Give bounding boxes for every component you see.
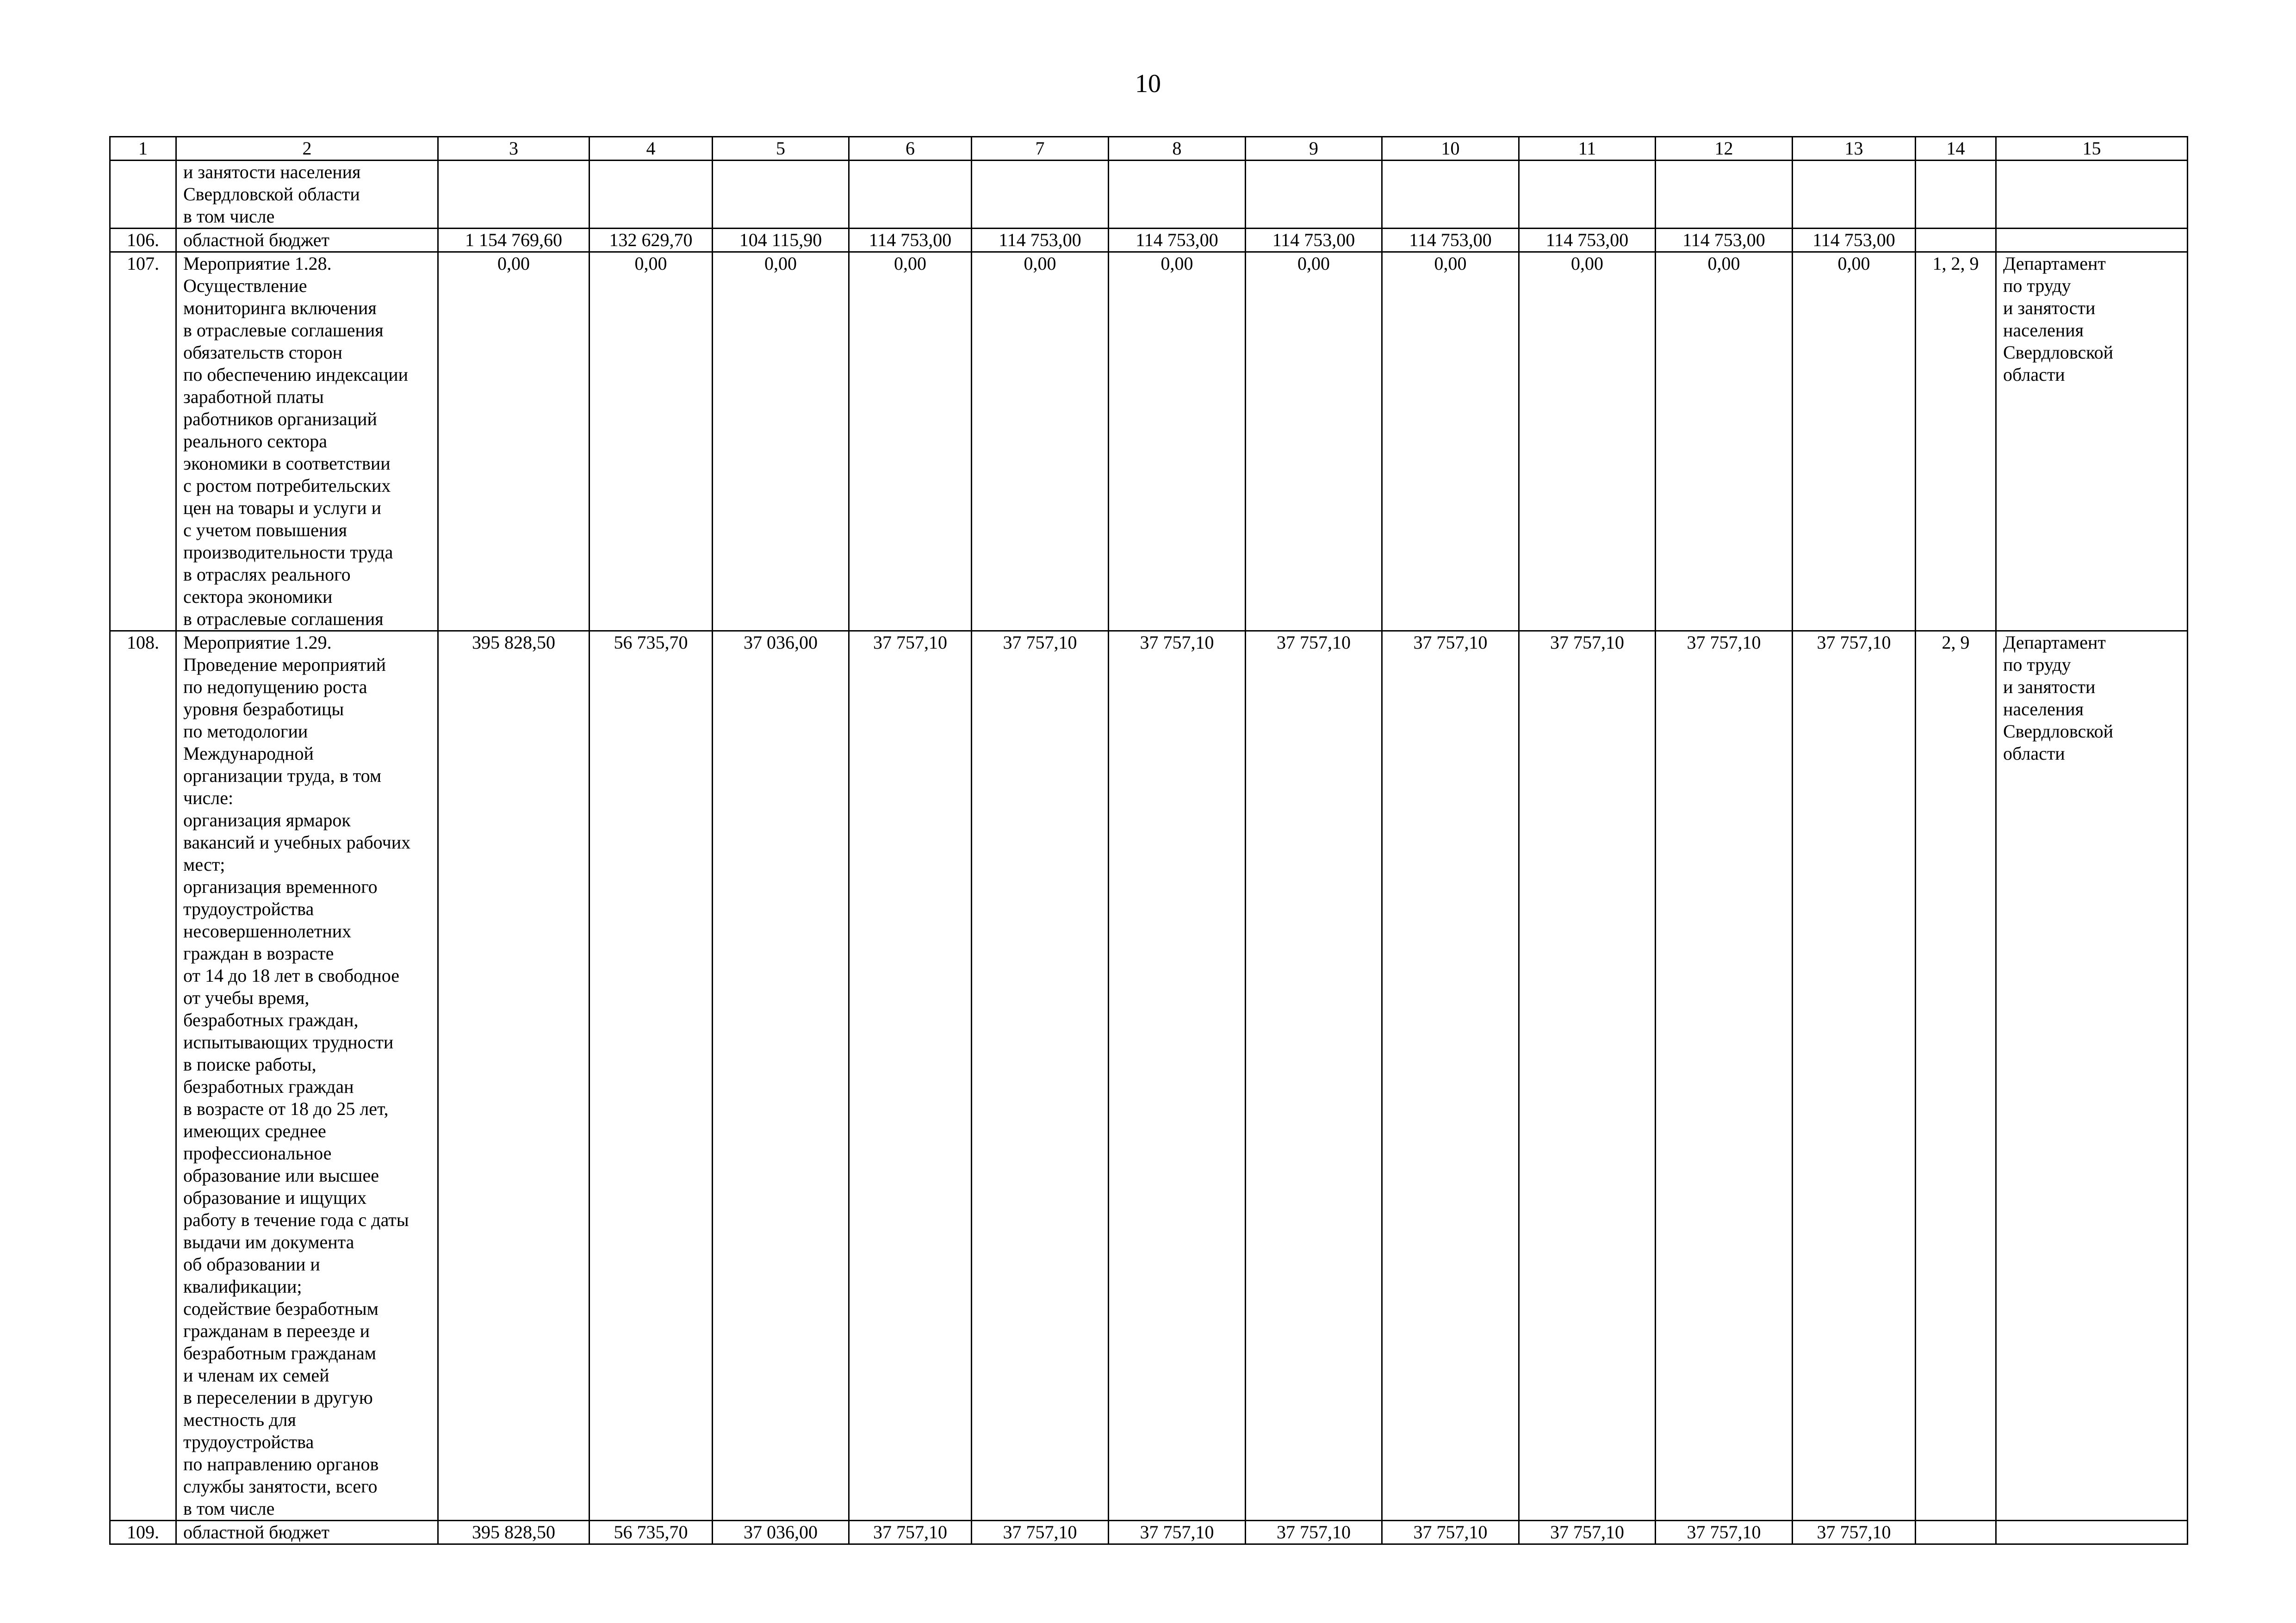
column-number-15: 15 [1996, 137, 2188, 161]
funding-value-col-12 [1656, 161, 1793, 229]
table-row [110, 161, 2188, 229]
executor [1996, 631, 2188, 1521]
activity-name-line: службы занятости, всего [183, 1476, 378, 1497]
activity-name-line: об образовании и [183, 1254, 320, 1275]
activity-name [176, 161, 438, 229]
activity-name-line: в возрасте от 18 до 25 лет, [183, 1098, 389, 1119]
executor-line: Департамент [2003, 632, 2106, 653]
activity-name-line: областной бюджет [183, 1522, 330, 1542]
activity-name-line: с ростом потребительских [183, 475, 391, 496]
activity-name-line: в том числе [183, 206, 275, 227]
funding-value-col-9: 114 753,00 [1246, 229, 1382, 252]
executor-line: Свердловской [2003, 342, 2114, 363]
executor-line: Департамент [2003, 253, 2106, 274]
executor-line: Свердловской [2003, 721, 2114, 742]
activity-name-line: в отраслевые соглашения [183, 608, 384, 629]
activity-name-line: цен на товары и услуги и [183, 497, 382, 518]
funding-value-col-4: 132 629,70 [590, 229, 713, 252]
activity-name-line: реального сектора [183, 431, 327, 452]
activity-name-line: работников организаций [183, 409, 377, 429]
activity-name-line: в отраслевые соглашения [183, 320, 384, 341]
funding-value-col-8: 37 757,10 [1109, 1521, 1246, 1544]
table-row [110, 631, 2188, 1521]
activity-name-line: безработных граждан [183, 1076, 354, 1097]
executor-line: области [2003, 364, 2065, 385]
activity-name-line: мест; [183, 854, 225, 875]
funding-value-col-7: 0,00 [972, 252, 1109, 631]
activity-name-line: в том числе [183, 1498, 275, 1519]
activity-name-line: Проведение мероприятий [183, 654, 386, 675]
activity-name-line: вакансий и учебных рабочих [183, 832, 411, 853]
column-number-12: 12 [1656, 137, 1793, 161]
funding-value-col-3: 0,00 [438, 252, 590, 631]
funding-value-col-9: 0,00 [1246, 252, 1382, 631]
funding-value-col-7 [972, 161, 1109, 229]
activity-name-line: по методологии [183, 721, 308, 742]
activity-name-line: Свердловской области [183, 184, 360, 204]
funding-value-col-12: 114 753,00 [1656, 229, 1793, 252]
funding-value-col-6 [849, 161, 972, 229]
executor-line: и занятости [2003, 676, 2096, 697]
activity-name-line: заработной платы [183, 386, 324, 407]
funding-value-col-10: 37 757,10 [1382, 1521, 1519, 1544]
row-number: 107. [110, 252, 176, 631]
target-indicators [1916, 161, 1996, 229]
activity-name-line: содействие безработным [183, 1298, 379, 1319]
funding-value-col-10: 114 753,00 [1382, 229, 1519, 252]
activity-name-line: испытывающих трудности [183, 1032, 394, 1053]
activity-name-line: по недопущению роста [183, 676, 367, 697]
activity-name-line: образование или высшее [183, 1165, 379, 1186]
activity-name-line: Осуществление [183, 275, 307, 296]
row-number: 108. [110, 631, 176, 1521]
target-indicators: 2, 9 [1916, 631, 1996, 1521]
activity-name-line: с учетом повышения [183, 520, 348, 540]
funding-value-col-8 [1109, 161, 1246, 229]
funding-value-col-5: 37 036,00 [713, 1521, 849, 1544]
activity-name-line: безработным гражданам [183, 1343, 376, 1363]
activity-name-line: и занятости населения [183, 161, 361, 182]
funding-value-col-12: 37 757,10 [1656, 1521, 1793, 1544]
funding-value-col-11: 37 757,10 [1519, 631, 1656, 1521]
executor [1996, 1521, 2188, 1544]
activity-name [176, 229, 438, 252]
funding-value-col-8: 114 753,00 [1109, 229, 1246, 252]
funding-value-col-11: 0,00 [1519, 252, 1656, 631]
table-row [110, 1521, 2188, 1544]
activity-name-line: трудоустройства [183, 1431, 314, 1452]
funding-value-col-5: 37 036,00 [713, 631, 849, 1521]
activity-name-line: Мероприятие 1.29. [183, 632, 332, 653]
table-row [110, 229, 2188, 252]
activity-name-line: безработных граждан, [183, 1010, 359, 1030]
activity-name-line: мониторинга включения [183, 297, 377, 318]
table-row [110, 252, 2188, 631]
target-indicators: 1, 2, 9 [1916, 252, 1996, 631]
funding-value-col-4: 56 735,70 [590, 1521, 713, 1544]
activity-name-line: гражданам в переезде и [183, 1320, 370, 1341]
column-number-10: 10 [1382, 137, 1519, 161]
column-number-11: 11 [1519, 137, 1656, 161]
activity-name-line: по обеспечению индексации [183, 364, 409, 385]
activity-name-line: сектора экономики [183, 586, 333, 607]
activity-name-line: от 14 до 18 лет в свободное [183, 965, 399, 986]
activity-name-line: несовершеннолетних [183, 921, 352, 942]
funding-value-col-5 [713, 161, 849, 229]
executor-line: области [2003, 743, 2065, 764]
funding-value-col-13: 37 757,10 [1793, 1521, 1916, 1544]
target-indicators [1916, 1521, 1996, 1544]
funding-value-col-10 [1382, 161, 1519, 229]
funding-value-col-10: 0,00 [1382, 252, 1519, 631]
target-indicators [1916, 229, 1996, 252]
funding-value-col-11 [1519, 161, 1656, 229]
activity-name-line: организация временного [183, 876, 378, 897]
funding-value-col-9: 37 757,10 [1246, 1521, 1382, 1544]
executor-line: и занятости [2003, 297, 2096, 318]
activity-name-line: образование и ищущих [183, 1187, 367, 1208]
program-table [109, 136, 2188, 1545]
row-number: 106. [110, 229, 176, 252]
activity-name [176, 252, 438, 631]
column-number-9: 9 [1246, 137, 1382, 161]
activity-name-line: областной бюджет [183, 229, 330, 250]
funding-value-col-6: 114 753,00 [849, 229, 972, 252]
column-number-5: 5 [713, 137, 849, 161]
activity-name-line: производительности труда [183, 542, 393, 563]
funding-value-col-3: 1 154 769,60 [438, 229, 590, 252]
executor [1996, 229, 2188, 252]
activity-name-line: граждан в возрасте [183, 943, 334, 964]
executor [1996, 252, 2188, 631]
activity-name-line: Мероприятие 1.28. [183, 253, 332, 274]
activity-name-line: по направлению органов [183, 1454, 379, 1474]
row-number [110, 161, 176, 229]
funding-value-col-4: 56 735,70 [590, 631, 713, 1521]
funding-value-col-5: 0,00 [713, 252, 849, 631]
table-body [110, 137, 2188, 1544]
executor-line: населения [2003, 320, 2084, 341]
funding-value-col-6: 37 757,10 [849, 1521, 972, 1544]
funding-value-col-8: 0,00 [1109, 252, 1246, 631]
activity-name-line: квалификации; [183, 1276, 302, 1297]
funding-value-col-4 [590, 161, 713, 229]
column-number-7: 7 [972, 137, 1109, 161]
activity-name-line: организация ярмарок [183, 810, 351, 830]
funding-value-col-7: 37 757,10 [972, 631, 1109, 1521]
funding-value-col-13 [1793, 161, 1916, 229]
activity-name-line: в переселении в другую [183, 1387, 373, 1408]
funding-value-col-3: 395 828,50 [438, 1521, 590, 1544]
funding-value-col-3 [438, 161, 590, 229]
activity-name-line: организации труда, в том [183, 765, 382, 786]
column-number-row [110, 137, 2188, 161]
funding-value-col-13: 0,00 [1793, 252, 1916, 631]
page-number: 10 [1135, 69, 1161, 98]
activity-name [176, 1521, 438, 1544]
funding-value-col-3: 395 828,50 [438, 631, 590, 1521]
column-number-1: 1 [110, 137, 176, 161]
activity-name-line: в поиске работы, [183, 1054, 316, 1075]
activity-name-line: и членам их семей [183, 1365, 329, 1386]
activity-name-line: экономики в соответствии [183, 453, 391, 474]
funding-value-col-12: 0,00 [1656, 252, 1793, 631]
column-number-3: 3 [438, 137, 590, 161]
funding-value-col-13: 37 757,10 [1793, 631, 1916, 1521]
funding-value-col-12: 37 757,10 [1656, 631, 1793, 1521]
funding-value-col-10: 37 757,10 [1382, 631, 1519, 1521]
funding-value-col-5: 104 115,90 [713, 229, 849, 252]
activity-name-line: уровня безработицы [183, 699, 344, 719]
funding-value-col-13: 114 753,00 [1793, 229, 1916, 252]
column-number-13: 13 [1793, 137, 1916, 161]
executor-line: по труду [2003, 654, 2071, 675]
funding-value-col-6: 37 757,10 [849, 631, 972, 1521]
funding-value-col-8: 37 757,10 [1109, 631, 1246, 1521]
activity-name-line: местность для [183, 1409, 296, 1430]
column-number-4: 4 [590, 137, 713, 161]
activity-name-line: обязательств сторон [183, 342, 342, 363]
funding-value-col-9 [1246, 161, 1382, 229]
executor [1996, 161, 2188, 229]
funding-value-col-11: 37 757,10 [1519, 1521, 1656, 1544]
activity-name [176, 631, 438, 1521]
executor-line: по труду [2003, 275, 2071, 296]
funding-value-col-7: 37 757,10 [972, 1521, 1109, 1544]
executor-line: населения [2003, 699, 2084, 719]
activity-name-line: выдачи им документа [183, 1232, 354, 1252]
column-number-2: 2 [176, 137, 438, 161]
funding-value-col-11: 114 753,00 [1519, 229, 1656, 252]
column-number-8: 8 [1109, 137, 1246, 161]
activity-name-line: Международной [183, 743, 314, 764]
funding-value-col-6: 0,00 [849, 252, 972, 631]
activity-name-line: в отраслях реального [183, 564, 351, 585]
row-number: 109. [110, 1521, 176, 1544]
funding-value-col-4: 0,00 [590, 252, 713, 631]
activity-name-line: от учебы время, [183, 987, 310, 1008]
activity-name-line: профессиональное [183, 1143, 332, 1164]
funding-value-col-7: 114 753,00 [972, 229, 1109, 252]
activity-name-line: числе: [183, 787, 234, 808]
column-number-14: 14 [1916, 137, 1996, 161]
funding-value-col-9: 37 757,10 [1246, 631, 1382, 1521]
activity-name-line: работу в течение года с даты [183, 1209, 409, 1230]
activity-name-line: имеющих среднее [183, 1121, 326, 1141]
column-number-6: 6 [849, 137, 972, 161]
activity-name-line: трудоустройства [183, 898, 314, 919]
